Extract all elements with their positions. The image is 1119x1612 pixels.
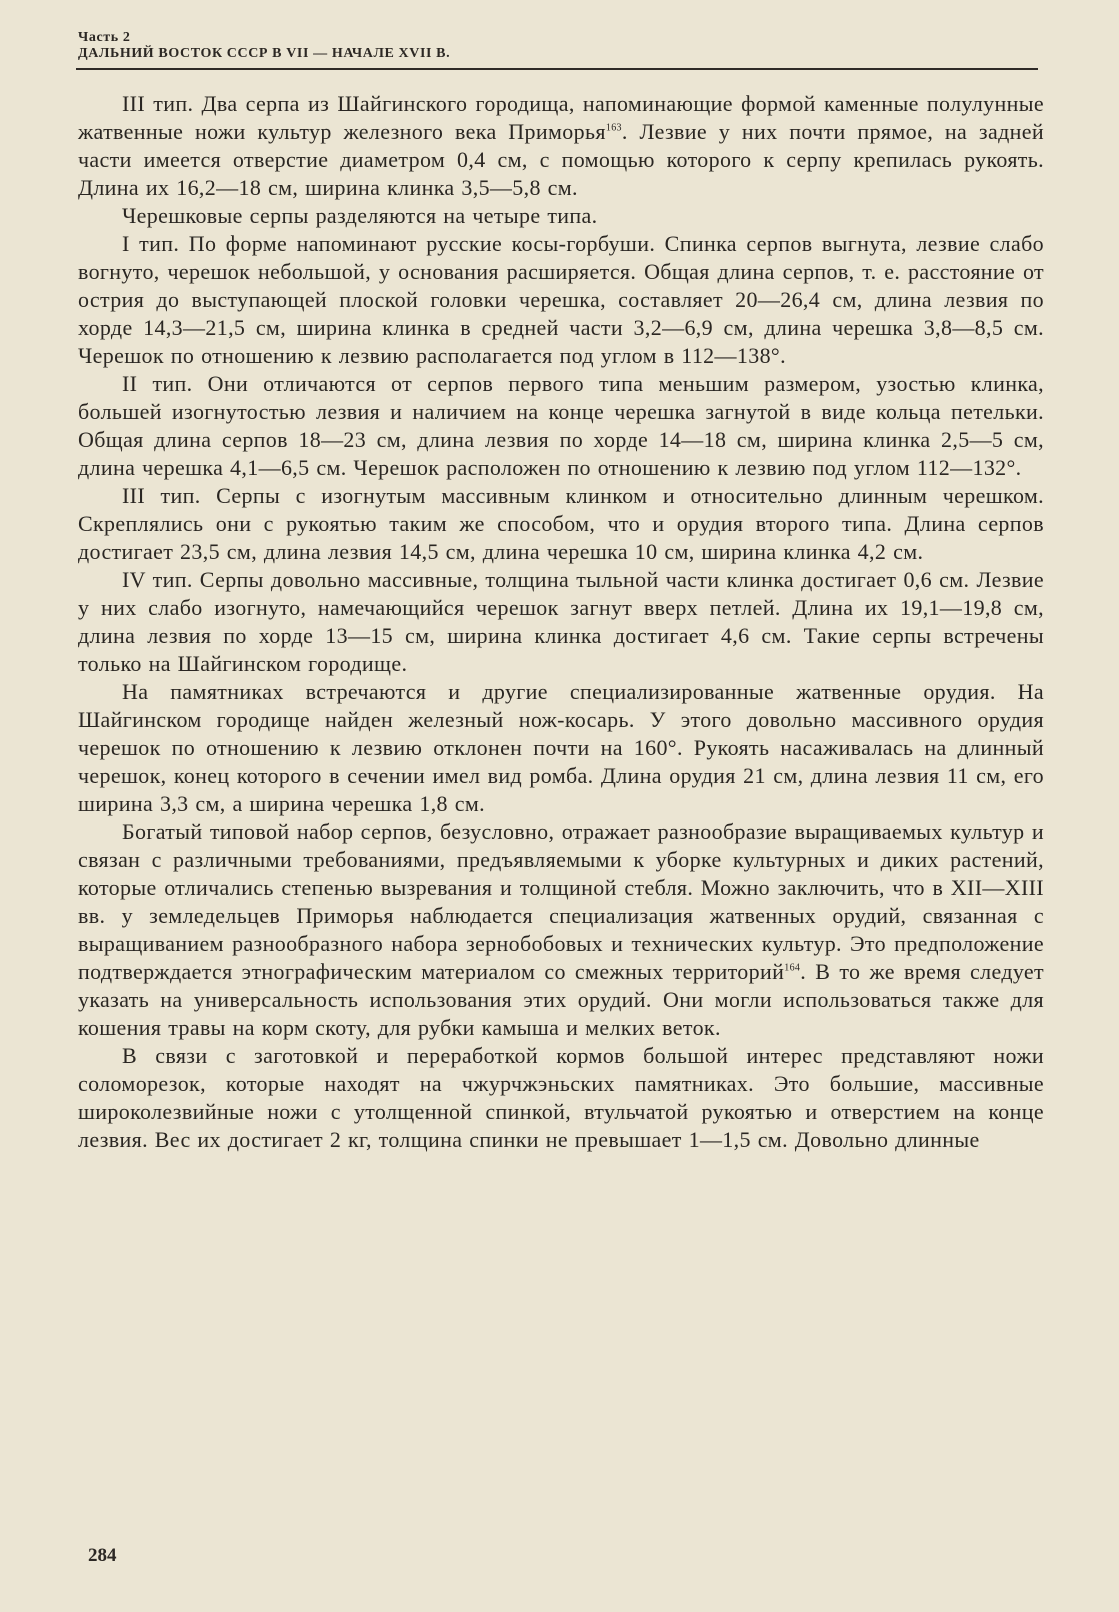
part-label: Часть 2 <box>78 30 131 45</box>
chapter-title: ДАЛЬНИЙ ВОСТОК СССР В VII — НАЧАЛЕ XVII В. <box>78 46 451 61</box>
paragraph-stemmed-type-1: I тип. По форме напоминают русские косы-горбуши. Спинка серпов выгнута, лезвие слабо вогнуто, черешок небольшой, у основания расширяется. Общая длина серпов, т. е. расстояние от острия до выступающей плоской головки черешка, составляет 20—26,4 см, длина лезвия по хорде 14,3—21,5 см, ширина клинка в средней части 3,2—6,9 см, длина черешка 3,8—8,5 см. Черешок по отношению к лезвию располагается под углом в 112—138°. <box>78 231 1044 368</box>
paragraph-stemmed-type-4: IV тип. Серпы довольно массивные, толщина тыльной части клинка достигает 0,6 см. Лезвие у них слабо изогнуто, намечающийся черешок загнут вверх петлей. Длина их 19,1—19,8 см, длина лезвия по хорде 13—15 см, ширина клинка достигает 4,6 см. Такие серпы встречены только на Шайгинском городище. <box>78 567 1044 676</box>
header-rule <box>76 68 1038 70</box>
paragraph-stemmed-sickles-intro: Черешковые серпы разделяются на четыре типа. <box>122 203 598 228</box>
body-text <box>78 90 1044 1154</box>
paragraph-sickle-variety: Богатый типовой набор серпов, безусловно, отражает разнообразие выращиваемых культур и связан с различными требованиями, предъявляемыми к уборке культурных и диких растений, которые отличались степенью вызревания и толщиной стебля. Можно заключить, что в XII—XIII вв. у земледельцев Приморья наблюдается специализация жатвенных орудий, связанная с выращиванием разнообразного набора зернобобовых и технических культур. Это предположение подтверждается этнографическим материалом со смежных территорий$^{164}$. В то же время следует указать на универсальность использования этих орудий. Они могли использоваться также для кошения травы на корм скоту, для рубки камыша и мелких веток. <box>78 819 1045 1040</box>
footnote-ref-164: 164 <box>784 962 801 974</box>
running-head <box>78 30 1038 62</box>
paragraph-stemmed-type-2: II тип. Они отличаются от серпов первого типа меньшим размером, узостью клинка, большей изогнутостью лезвия и наличием на конце черешка загнутой в виде кольца петельки. Общая длина серпов 18—23 см, длина лезвия по хорде 14—18 см, ширина клинка 2,5—5 см, длина черешка 4,1—6,5 см. Черешок расположен по отношению к лезвию под углом 112—132°. <box>78 371 1044 480</box>
footnote-ref-163: 163 <box>605 122 622 134</box>
paragraph-stemmed-type-3: III тип. Серпы с изогнутым массивным клинком и относительно длинным черешком. Скреплялись они с рукоятью таким же способом, что и орудия второго типа. Длина серпов достигает 23,5 см, длина лезвия 14,5 см, длина черешка 10 см, ширина клинка 4,2 см. <box>78 483 1044 564</box>
paragraph-straw-cutter-knives: В связи с заготовкой и переработкой кормов большой интерес представляют ножи соломорезок, которые находят на чжурчжэньских памятниках. Это большие, массивные широколезвийные ножи с утолщенной спинкой, втульчатой рукоятью и отверстием на конце лезвия. Вес их достигает 2 кг, толщина спинки не превышает 1—1,5 см. Довольно длинные <box>78 1043 1044 1152</box>
paragraph-type-3-sickles: III тип. Два серпа из Шайгинского городища, напоминающие формой каменные полулунные жатвенные ножи культур железного века Приморья$^{163}$. Лезвие у них почти прямое, на задней части имеется отверстие диаметром 0,4 см, с помощью которого к серпу крепилась рукоять. Длина их 16,2—18 см, ширина клинка 3,5—5,8 см. <box>78 91 1044 200</box>
page-number: 284 <box>88 1545 117 1566</box>
paragraph-other-harvest-tools: На памятниках встречаются и другие специализированные жатвенные орудия. На Шайгинском городище найден железный нож-косарь. У этого довольно массивного орудия черешок по отношению к лезвию отклонен почти на 160°. Рукоять насаживалась на длинный черешок, конец которого в сечении имел вид ромба. Длина орудия 21 см, длина лезвия 11 см, его ширина 3,3 см, а ширина черешка 1,8 см. <box>78 679 1044 816</box>
